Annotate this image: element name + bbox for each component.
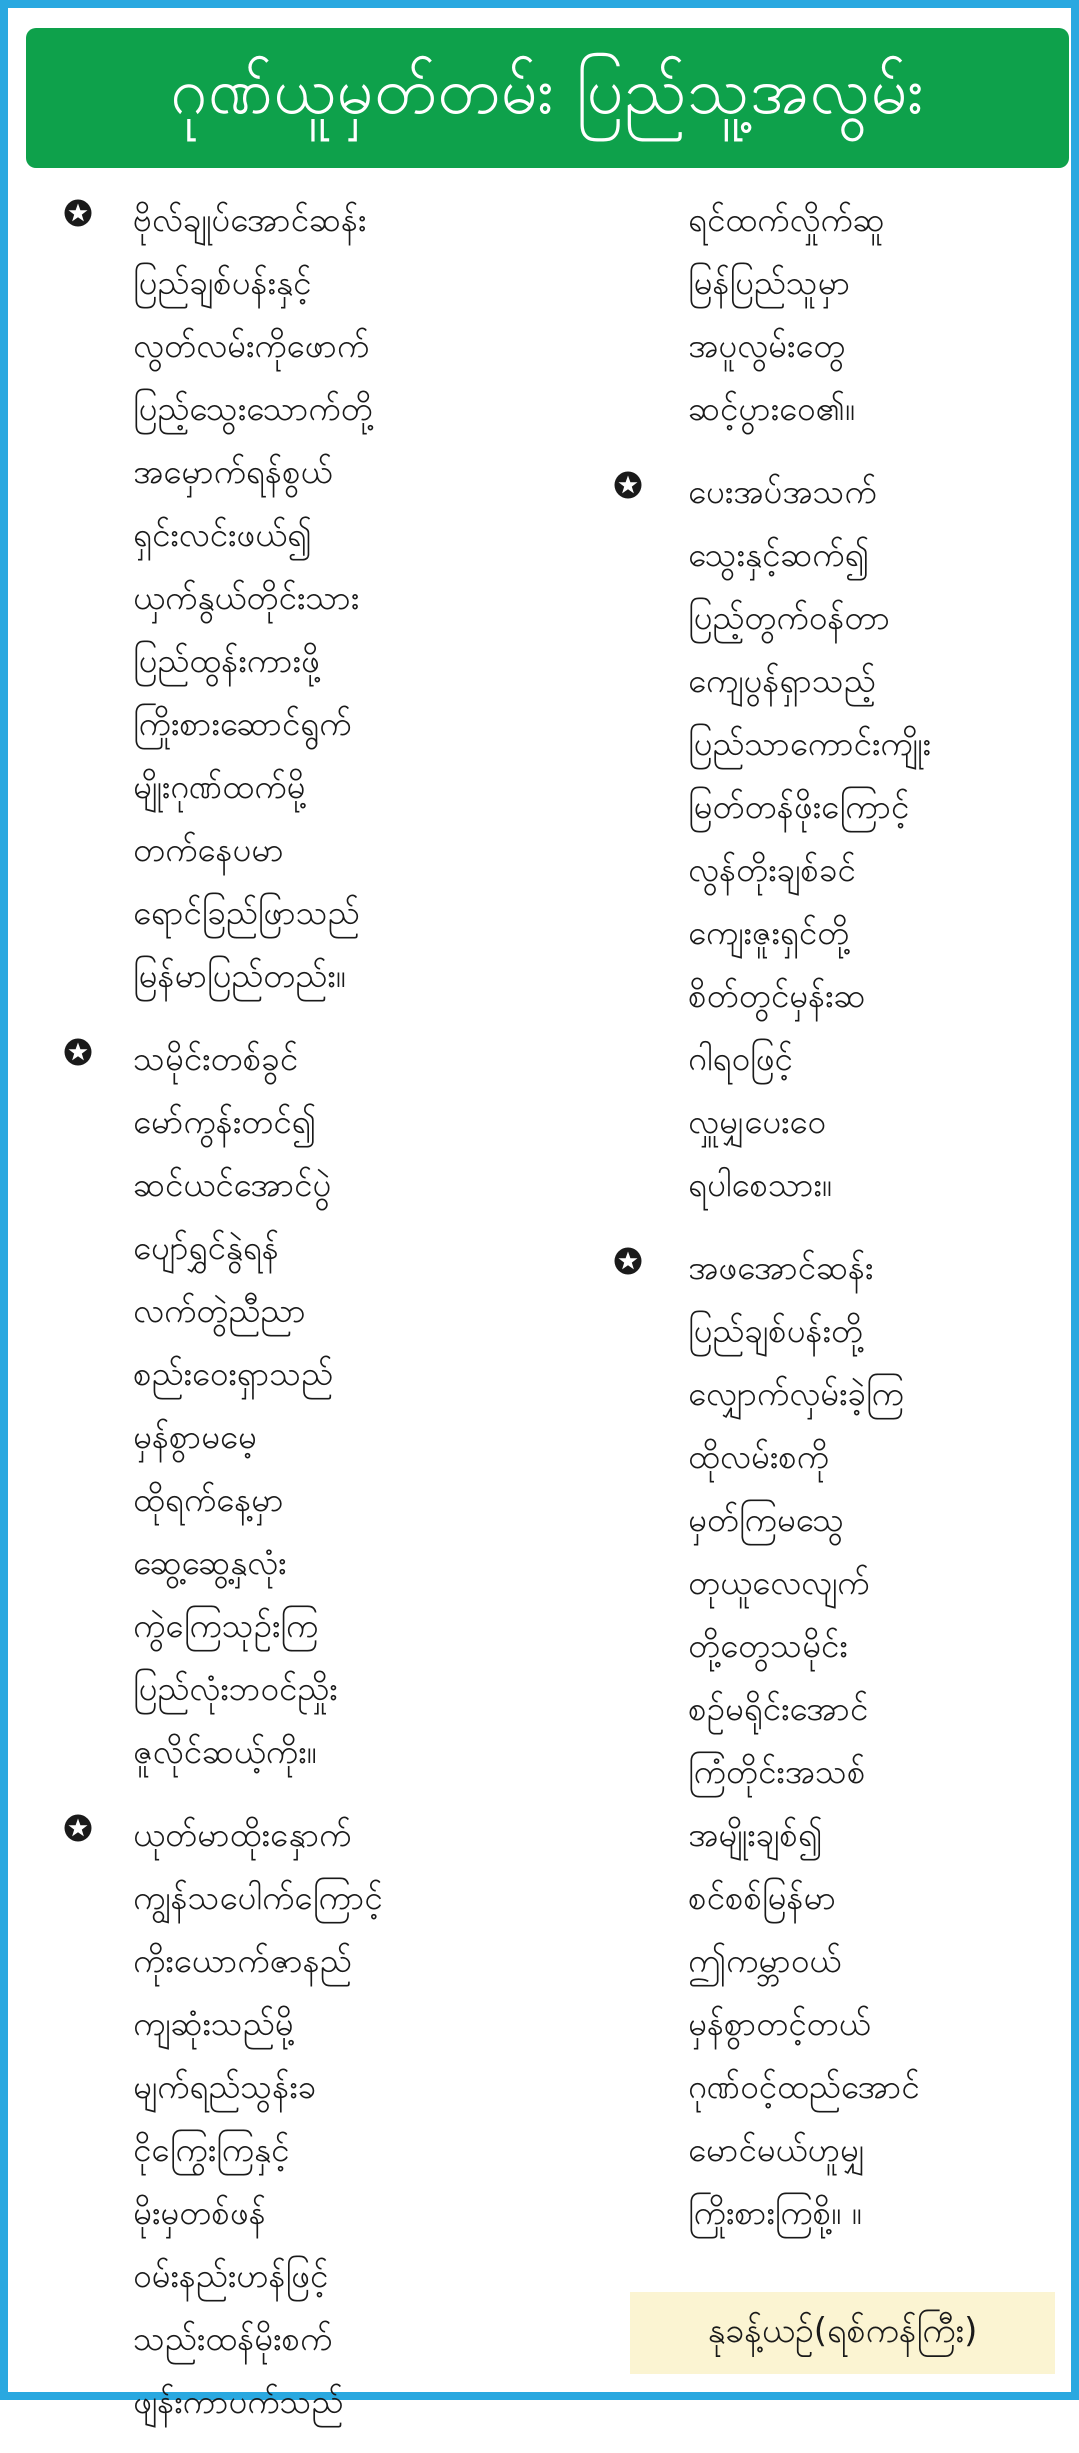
poem-line: ပြည့်တွက်ဝန်တာ — [688, 598, 890, 637]
right-stanza — [613, 1236, 1053, 2244]
poem-line: လွန်တိုးချစ်ခင် — [688, 850, 856, 889]
poem-line: ကြံတိုင်းအသစ် — [688, 1752, 866, 1791]
poem-line: စိတ်တွင်မှန်းဆ — [688, 976, 866, 1015]
poem-line: ပြည်လုံးဘဝင်ညှိုး — [133, 1669, 338, 1708]
poem-line: မော်ကွန်းတင်၍ — [133, 1102, 317, 1141]
poem-line: ပြည်ချစ်ပန်းနှင့် — [133, 263, 312, 302]
poem-line: တို့တွေသမိုင်း — [688, 1626, 848, 1665]
poem-line: ပျော်ရွှင်နွဲရန် — [133, 1228, 279, 1267]
poem-line: ယှက်နွယ်တိုင်းသား — [133, 578, 360, 617]
poem-line: ကျေးဇူးရှင်တို့ — [688, 913, 850, 952]
poem-line: ရှင်းလင်းဖယ်၍ — [133, 515, 312, 554]
poem-line: လှူမျှပေးဝေ — [688, 1102, 826, 1141]
poem-line: မှန်စွာမမေ့ — [133, 1417, 257, 1456]
stanza-lines — [133, 1027, 583, 1783]
poem-line: မောင်မယ်ဟူမျှ — [688, 2130, 866, 2169]
right-column — [613, 188, 1053, 2264]
right-stanza — [613, 460, 1053, 1216]
poem-line: ယုတ်မာထိုးနှောက် — [133, 1815, 352, 1854]
author-name: နုခန့်ယဉ်(ရစ်ကန်ကြီး) — [707, 2310, 978, 2351]
star-bullet-icon — [63, 1813, 93, 1843]
stanza-lines — [688, 188, 1053, 440]
poem-line: ဖျန်းကာပက်သည် — [133, 2382, 344, 2421]
poem-line: ပြည့်သွေးသောက်တို့ — [133, 389, 373, 428]
poem-line: လွတ်လမ်းကိုဖောက် — [133, 326, 370, 365]
poem-line: လျှောက်လှမ်းခဲ့ကြ — [688, 1374, 904, 1413]
poem-line: အဖအောင်ဆန်း — [688, 1248, 874, 1287]
poem-line: စည်းဝေးရှာသည် — [133, 1354, 333, 1393]
poem-line: ကျေပွန်ရှာသည့် — [688, 661, 876, 700]
poem-line: ဆင့်ပွားဝေ၏။ — [688, 389, 855, 428]
poem-line: ကြိုးစားကြစို့။ ။ — [688, 2193, 862, 2232]
author-signature-box — [630, 2292, 1055, 2374]
poem-line: ကွဲကြေသုဉ်းကြ — [133, 1606, 319, 1645]
poem-line: လက်တွဲညီညာ — [133, 1291, 306, 1330]
poem-line: ဇူလိုင်ဆယ့်ကိုး။ — [133, 1732, 317, 1771]
poem-line: ပေးအပ်အသက် — [688, 472, 877, 511]
poem-line: ပြည်သာကောင်းကျိုး — [688, 724, 931, 763]
right-stanza — [613, 188, 1053, 440]
poem-line: အမျိုးချစ်၍ — [688, 1815, 823, 1854]
poem-line: ကျဆုံးသည်မို့ — [133, 2004, 294, 2043]
poem-line: ကိုးယောက်ဇာနည် — [133, 1941, 352, 1980]
poem-title: ဂုဏ်ယူမှတ်တမ်း ပြည်သူ့အလွမ်း — [170, 55, 925, 129]
poem-line: ကျွန်သပေါက်ကြောင့် — [133, 1878, 383, 1917]
poem-line: မျက်ရည်သွန်းခ — [133, 2067, 317, 2106]
poem-line: မြန်ပြည်သူမှာ — [688, 263, 851, 302]
poem-line: ထိုလမ်းစကို — [688, 1437, 829, 1476]
poem-line: ရပါစေသား။ — [688, 1165, 832, 1204]
poem-line: သမိုင်းတစ်ခွင် — [133, 1039, 298, 1078]
stanza-lines — [688, 460, 1053, 1216]
poem-line: ဤကမ္ဘာဝယ် — [688, 1941, 842, 1980]
poem-line: သွေးနှင့်ဆက်၍ — [688, 535, 870, 574]
stanza-lines — [133, 188, 583, 1007]
poem-line: အမှောက်ရန်စွယ် — [133, 452, 333, 491]
poem-line: ဆင်ယင်အောင်ပွဲ — [133, 1165, 332, 1204]
poem-line: အပူလွမ်းတွေ — [688, 326, 846, 365]
title-banner — [26, 28, 1069, 168]
star-bullet-icon — [63, 1037, 93, 1067]
poem-line: ဆွေ့ဆွေ့နှလုံး — [133, 1543, 287, 1582]
poem-line: မှတ်ကြမသွေ — [688, 1500, 845, 1539]
poem-line: မှန်စွာတင့်တယ် — [688, 2004, 871, 2043]
poem-line: မိုးမှတစ်ဖန် — [133, 2193, 266, 2232]
star-bullet-icon — [613, 470, 643, 500]
poem-line: စဉ်မရိုင်းအောင် — [688, 1689, 869, 1728]
poem-line: ရင်ထက်လှိုက်ဆူ — [688, 200, 885, 239]
poem-line: မျိုးဂုဏ်ထက်မို့ — [133, 767, 306, 806]
poem-line: သည်းထန်မိုးစက် — [133, 2319, 333, 2358]
poem-line: ထိုရက်နေ့မှာ — [133, 1480, 284, 1519]
poem-line: တုယူလေလျက် — [688, 1563, 870, 1602]
poem-line: ဝမ်းနည်းဟန်ဖြင့် — [133, 2256, 329, 2295]
poem-line: တက်နေပမာ — [133, 830, 284, 869]
poem-line: မြတ်တန်ဖိုးကြောင့် — [688, 787, 910, 826]
poem-line: စင်စစ်မြန်မာ — [688, 1878, 836, 1917]
star-bullet-icon — [613, 1246, 643, 1276]
poem-line: ဂုဏ်ဝင့်ထည်အောင် — [688, 2067, 920, 2106]
left-stanza — [63, 1027, 583, 1783]
left-column — [63, 188, 583, 2453]
star-bullet-icon — [63, 198, 93, 228]
stanza-lines — [688, 1236, 1053, 2244]
poem-line: ပြည်ထွန်းကားဖို့ — [133, 641, 320, 680]
poem-line: ရောင်ခြည်ဖြာသည် — [133, 893, 360, 932]
poem-line: ကြိုးစားဆောင်ရွက် — [133, 704, 352, 743]
left-stanza — [63, 188, 583, 1007]
poem-line: မြန်မာပြည်တည်း။ — [133, 956, 346, 995]
stanza-lines — [133, 1803, 583, 2433]
poem-line: ဂါရဝဖြင့် — [688, 1039, 793, 1078]
poem-line: ပြည်ချစ်ပန်းတို့ — [688, 1311, 864, 1350]
poem-line: ဗိုလ်ချုပ်အောင်ဆန်း — [133, 200, 367, 239]
left-stanza — [63, 1803, 583, 2433]
poem-line: ငိုကြွေးကြနှင့် — [133, 2130, 290, 2169]
